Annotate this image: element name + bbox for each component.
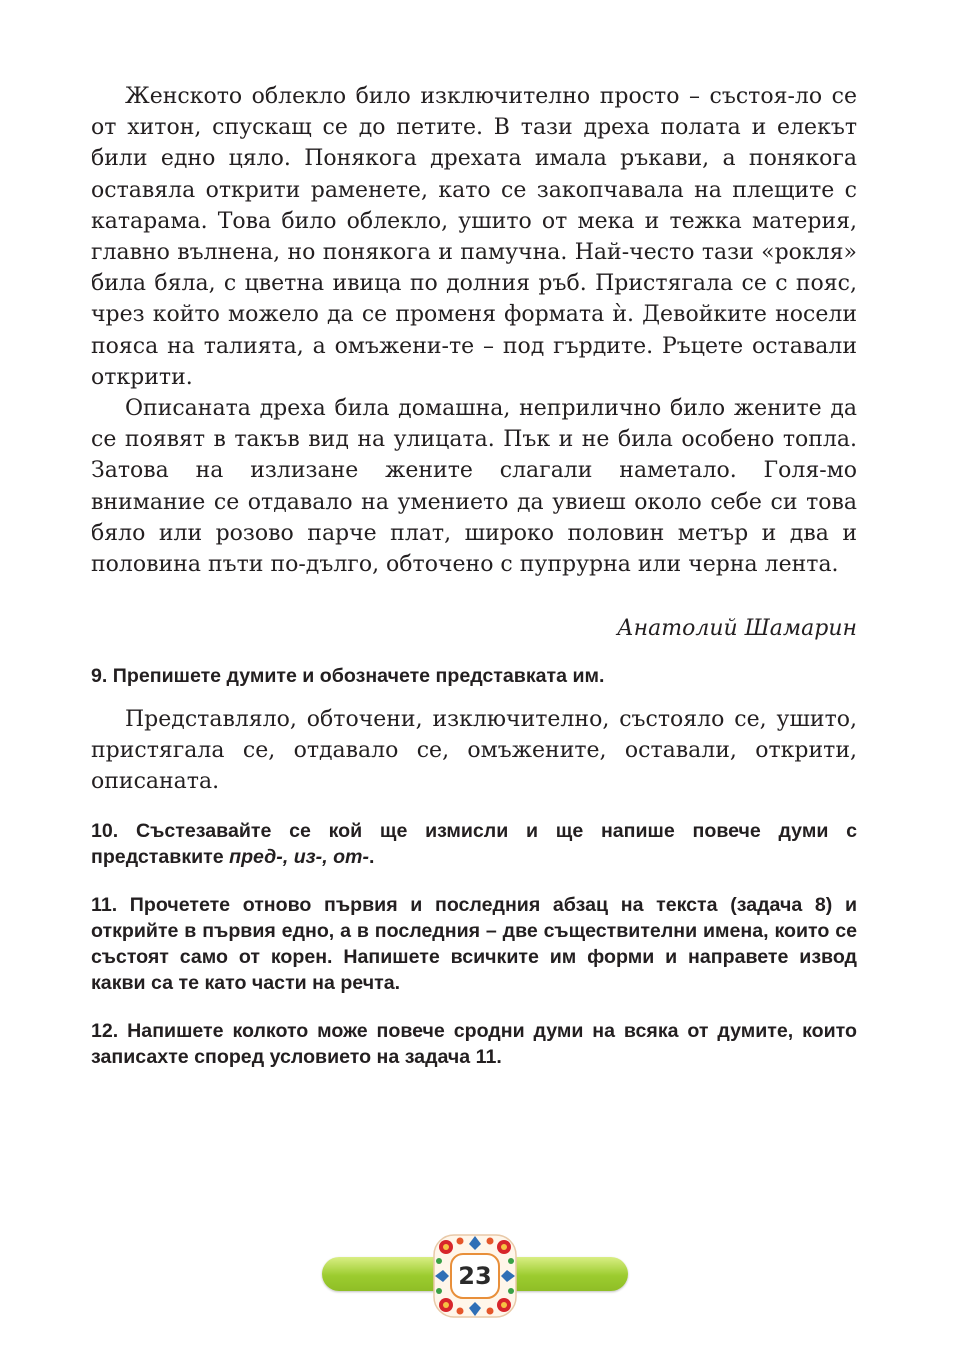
page-number: 23 xyxy=(458,1262,492,1290)
task-10-instruction xyxy=(91,818,857,870)
task-9-words: Представляло, обточени, изключително, състояло се, ушито, пристягала се, отдавало се, омъжените, оставали, открити, описаната. xyxy=(91,707,857,795)
task-10-prefixes: пред-, из-, от- xyxy=(229,846,370,868)
task-10-end: . xyxy=(369,846,375,868)
task-9-word-list xyxy=(91,704,857,798)
author-name: Анатолий Шамарин xyxy=(616,616,857,641)
task-11-instruction: 11. Прочетете отново първия и последния абзац на текста (задача 8) и открийте в първия едно, а в последния – две съществителни имена, които се състоят само от корен. Напишете всичките им форми и направете извод какви са те като части на речта. xyxy=(91,894,857,994)
folk-ornament-badge xyxy=(430,1232,520,1320)
task-9-instruction: 9. Препишете думите и обозначете представката им. xyxy=(91,665,605,687)
reading-paragraph-2: Описаната дреха била домашна, неприлично било жените да се появят в такъв вид на улицата. Пък и не била особено топла. Затова на излизане жените слагали наметало. Голя-мо внимание се отдавало на умението да увиеш около себе си това бяло или розово парче плат, широко половин метър и два и половина пъти по-дълго, обточено с пупрурна или черна лента. xyxy=(91,396,857,578)
task-12-instruction: 12. Напишете колкото може повече сродни думи на всяка от думите, които записахте според условието на задача 11. xyxy=(91,1020,857,1068)
reading-paragraph-1: Женското облекло било изключително просто – състоя-ло се от хитон, спускащ се до петите. В тази дреха полата и елекът били едно цяло. Понякога дрехата имала ръкави, а понякога оставяла открити раменете, като се закопчавала на плещите с катарама. Това било облекло, ушито от мека и тежка материя, главно вълнена, но понякога и памучна. Най-често тази «рокля» била бяла, с цветна ивица по долния ръб. Пристягала се с пояс, чрез който можело да се променя формата ѝ. Девойките носели пояса на талията, а омъжени-те – под гърдите. Ръцете оставали открити. xyxy=(91,84,857,390)
reading-text xyxy=(91,81,857,580)
page-footer xyxy=(322,1232,628,1320)
task-10-text: 10. Състезавайте се кой ще измисли и ще напише повече думи с представките xyxy=(91,820,857,868)
